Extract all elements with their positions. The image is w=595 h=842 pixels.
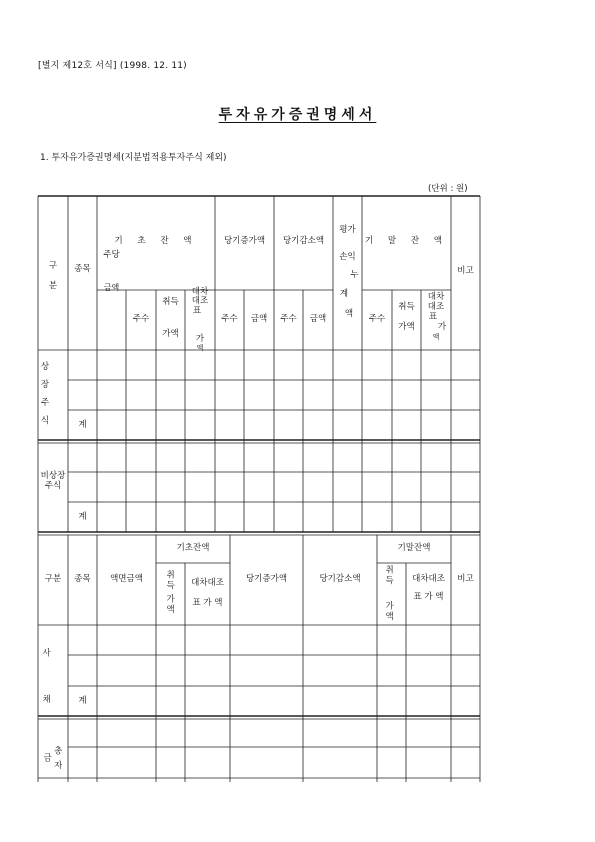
unit-label: (단위 : 원) [428, 184, 468, 194]
row-bonds: 사 채 [40, 648, 51, 717]
row-bonds-subtotal: 계 [78, 696, 87, 706]
sub-acquisition-value-4: 가액 [398, 322, 415, 332]
sub-shares-4: 주수 [368, 314, 386, 324]
col-judang-amount: 금액 [103, 283, 120, 292]
sub-acquisition-value-1: 가액 [162, 329, 179, 339]
row-grand-total: 총자금 [41, 745, 63, 775]
col-remarks-1: 비고 [457, 266, 474, 276]
document-title-text: 투자유가증권명세서 [218, 107, 377, 123]
col-judang: 주당 [103, 250, 120, 260]
row-unlisted-stock: 비상장주식 [40, 471, 66, 491]
col-jongmok-1: 종목 [74, 264, 91, 274]
sub2-bs-a: 대차대조 [191, 578, 224, 588]
sub-bs-4d: 가 [437, 322, 447, 332]
section-heading: 1. 투자유가증권명세(지분법적용투자주식 제외) [40, 153, 227, 163]
sub-acquisition-4: 취득 [398, 302, 415, 312]
col-face-value: 액면금액 [110, 574, 143, 584]
col-opening-balance-1: 기 초 잔 액 [114, 236, 198, 246]
sub-bs-1c: 표 [192, 306, 202, 316]
sub-amount-2: 금액 [250, 314, 268, 324]
col-valuation-pl: 손익 [339, 252, 356, 262]
sub-acquisition-1: 취득 [162, 297, 179, 307]
col-closing-balance-2: 기말잔액 [397, 543, 431, 553]
col-current-increase-1: 당기증가액 [223, 236, 266, 246]
sub2-acquisition-c: 취득 [383, 565, 394, 586]
sub-bs-1b: 대조 [191, 296, 209, 306]
col-valuation-total: 계 [339, 289, 349, 299]
row-listed-stock: 상장주식 [40, 362, 50, 426]
col-gubun-1 [38, 256, 68, 296]
col-current-increase-2: 당기증가액 [245, 574, 288, 584]
row-listed-subtotal: 계 [78, 420, 87, 430]
sub-bs-4e: 액 [432, 333, 440, 341]
sub-bs-1e: 액 [196, 344, 204, 352]
sub-bs-1d: 가 [195, 334, 205, 344]
sub-amount-3: 금액 [309, 314, 327, 324]
sub2-bs-d: 표 가 액 [413, 592, 444, 602]
col-remarks-2: 비고 [457, 574, 474, 584]
col-valuation-cumulative: 누 [350, 270, 359, 280]
col-current-decrease-2: 당기감소액 [319, 574, 361, 584]
col-closing-balance-1: 기 말 잔 액 [365, 236, 448, 246]
col-valuation: 평가 [339, 225, 356, 235]
row-unlisted-subtotal: 계 [78, 512, 87, 522]
col-current-decrease-1: 당기감소액 [282, 236, 325, 246]
col-valuation-amount: 액 [344, 309, 354, 319]
form-reference: [별지 제12호 서식] (1998. 12. 11) [38, 61, 187, 71]
sub-bs-4a: 대차 [427, 292, 445, 302]
col-jongmok-2: 종목 [74, 574, 91, 584]
sub-bs-1a: 대차 [191, 287, 209, 297]
sub2-bs-b: 표 가 액 [192, 598, 223, 608]
sub-bs-4b: 대조 [427, 302, 445, 312]
sub-bs-4c: 표 [428, 312, 438, 322]
sub2-acquisition-a: 취득 [164, 570, 175, 591]
sub-shares-1: 주수 [132, 314, 150, 324]
sub-shares-2: 주수 [221, 314, 238, 324]
sub2-acquisition-b: 가액 [164, 594, 175, 615]
col-opening-balance-2: 기초잔액 [176, 543, 210, 553]
col-gubun-2: 구분 [44, 574, 62, 584]
col-gubun-1-text: 구분 [48, 261, 58, 291]
sub2-bs-c: 대차대조 [412, 574, 445, 584]
sub-shares-3: 주수 [280, 314, 297, 324]
sub2-acquisition-d: 가액 [383, 601, 394, 622]
